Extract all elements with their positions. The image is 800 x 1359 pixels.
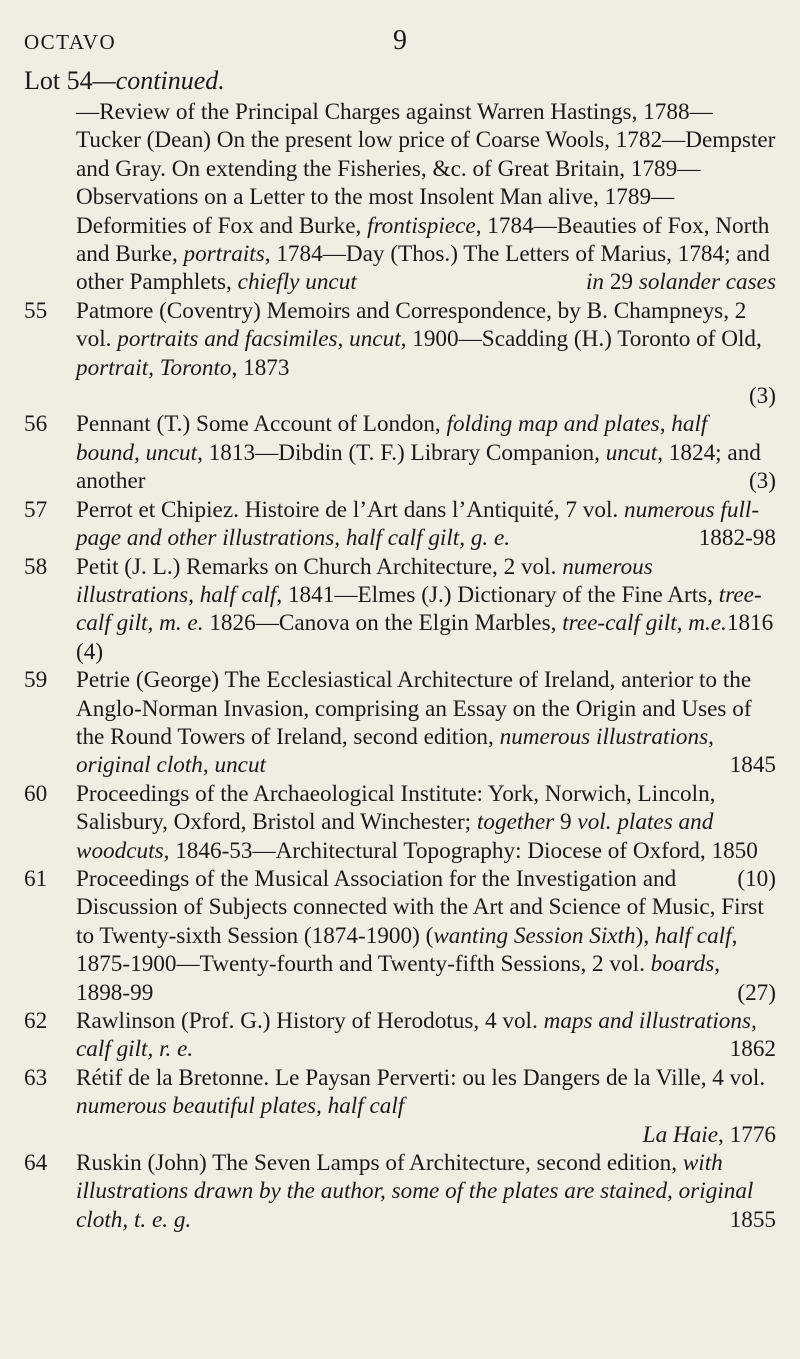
entry-number: 57 [24, 496, 48, 523]
lot-continued: —continued. [92, 66, 225, 95]
catalogue-entry [24, 297, 776, 411]
entry-text: Patmore (Coventry) Memoirs and Correspondence, by B. Champneys, 2 vol. portraits and facsimiles, uncut, 1900—Scadding (H.) Toronto of Old, portrait, Toronto, 1873 (3) [76, 297, 776, 410]
entry-number: 60 [24, 780, 48, 807]
entry-text: Rétif de la Bretonne. Le Paysan Perverti: ou les Dangers de la Ville, 4 vol. numerous beautiful plates, half calf La Haie, 1776 [76, 1064, 776, 1148]
entry-text: Pennant (T.) Some Account of London, folding map and plates, half bound, uncut, 1813—Dibdin (T. F.) Library Companion, uncut, 1824; and another (3) [76, 411, 776, 495]
entry-text: Proceedings of the Musical Association for the Investigation and Discussion of Subjects connected with the Art and Science of Music, First to Twenty-sixth Session (1874-1900) (wanting Session Sixth), half calf, 1875-1900—Twenty-fourth and Twenty-fifth Sessions, 2 vol. boards, 1898-99 (27) [76, 865, 776, 1006]
lot-heading [24, 66, 225, 96]
lot-label: Lot 54 [24, 66, 93, 95]
entry-text: Petrie (George) The Ecclesiastical Architecture of Ireland, anterior to the Anglo-Norman Invasion, comprising an Essay on the Origin and Uses of the Round Towers of Ireland, second edition, numerous illustrations, original cloth, uncut 1845 [76, 667, 776, 779]
entry-number: 59 [24, 667, 48, 694]
catalogue-entry [24, 865, 776, 1007]
entry-text: Petit (J. L.) Remarks on Church Architecture, 2 vol. numerous illustrations, half calf, 1841—Elmes (J.) Dictionary of the Fine Arts, tree-calf gilt, m. e. 1826—Canova on the Elgin Marbles, tree-calf gilt, m.e.1816 (4) [76, 553, 774, 665]
lot-entries [24, 98, 776, 1234]
running-header-section: OCTAVO [24, 30, 117, 54]
entry-text: Ruskin (John) The Seven Lamps of Architecture, second edition, with illustrations drawn by the author, some of the plates are stained, original cloth, t. e. g. 1855 [76, 1150, 776, 1233]
entry-number: 61 [24, 865, 48, 892]
catalogue-entry [24, 410, 776, 495]
catalogue-entry [24, 98, 776, 297]
entry-number: 55 [24, 297, 48, 324]
catalogue-entry [24, 666, 776, 780]
entry-number: 56 [24, 411, 48, 438]
entry-text: —Review of the Principal Charges against Warren Hastings, 1788—Tucker (Dean) On the present low price of Coarse Wools, 1782—Dempster and Gray. On extending the Fisheries, &c. of Great Britain, 1789—Observations on a Letter to the most Insolent Man alive, 1789—Deformities of Fox and Burke, frontispiece, 1784—Beauties of Fox, North and Burke, portraits, 1784—Day (Thos.) The Letters of Marius, 1784; and other Pamphlets, chiefly uncut in 29 solander cases [76, 99, 776, 296]
entry-text: Rawlinson (Prof. G.) History of Herodotus, 4 vol. maps and illustrations, calf gilt, r. e. 1862 [76, 1008, 776, 1063]
entry-text: Perrot et Chipiez. Histoire de l’Art dans l’Antiquité, 7 vol. numerous full-page and other illustrations, half calf gilt, g. e. 1882-98 [76, 496, 776, 552]
page-number: 9 [393, 25, 407, 56]
entry-text: Proceedings of the Archaeological Institute: York, Norwich, Lincoln, Salisbury, Oxford, Bristol and Winchester; together 9 vol. plates and woodcuts, 1846-53—Architectural Topography: Diocese of Oxford, 1850 (10) [76, 780, 776, 892]
catalogue-entry [24, 553, 776, 667]
entry-number: 62 [24, 1008, 48, 1034]
catalogue-entry [24, 1007, 776, 1064]
catalogue-entry [24, 1064, 776, 1149]
entry-number: 58 [24, 553, 48, 580]
catalogue-entry [24, 1149, 776, 1234]
entry-number: 64 [24, 1150, 48, 1177]
entry-number: 63 [24, 1064, 48, 1091]
catalogue-entry [24, 496, 776, 553]
